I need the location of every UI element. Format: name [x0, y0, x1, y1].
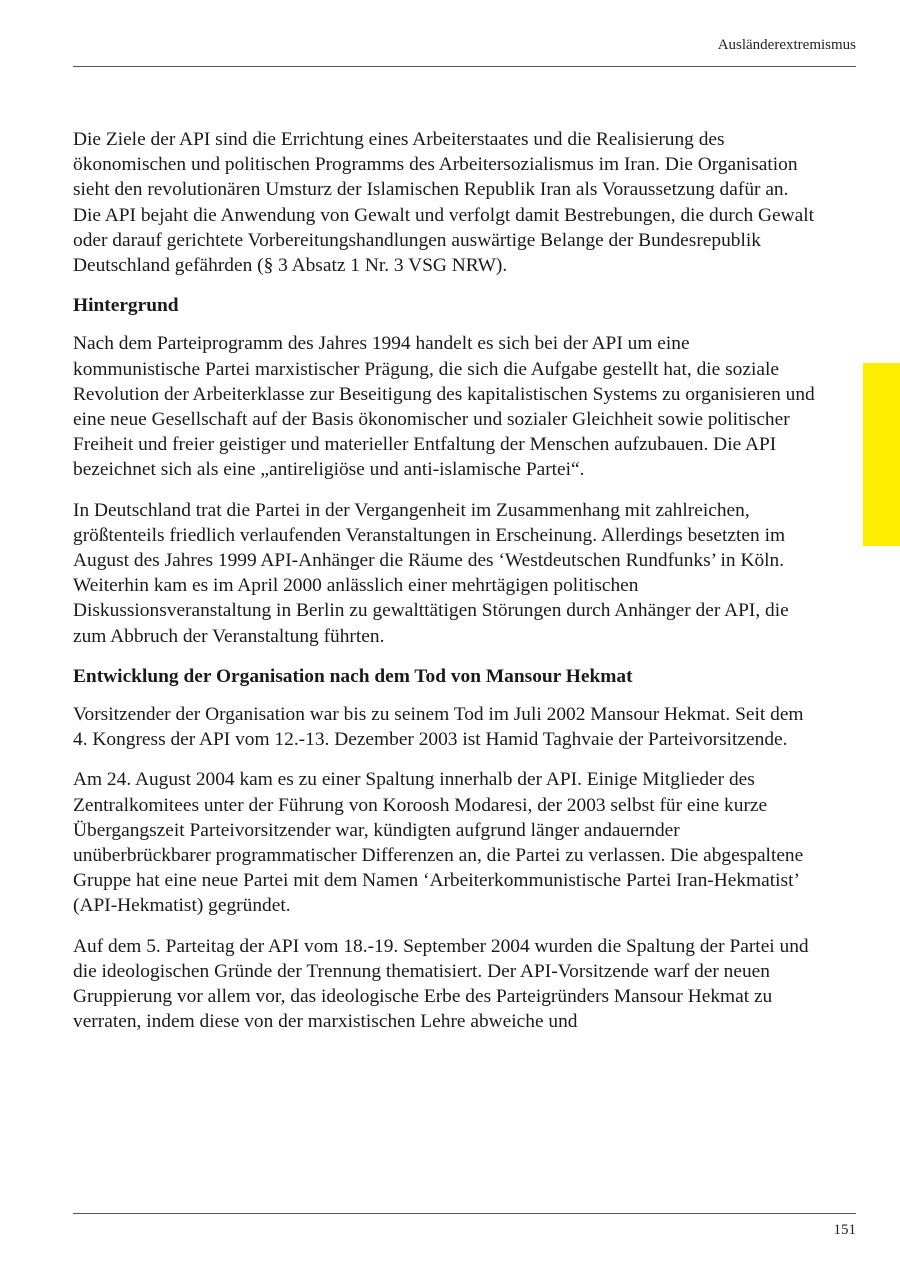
running-header: Ausländerextremismus	[717, 37, 856, 53]
paragraph-leadership: Vorsitzender der Organisation war bis zu seinem Tod im Juli 2002 Mansour Hekmat. Seit dem 4. Kongress der API vom 12.-13. Dezember 2003 ist Hamid Taghvaie der Parteivorsitzende.	[73, 704, 804, 751]
paragraph-germany-activities: In Deutschland trat die Partei in der Vergangenheit im Zusammenhang mit zahlreichen, größtenteils friedlich verlaufenden Veranstaltungen in Erscheinung. Allerdings besetzten im August des Jahres 1999 API-Anhänger die Räume des ‘Westdeutschen Rundfunks’ in Köln. Weiterhin kam es im April 2000 anlässlich einer mehrtägigen politischen Diskussionsveranstaltung in Berlin zu gewalttätigen Störungen durch Anhänger der API, die zum Abbruch der Veranstaltung führten.	[73, 499, 789, 647]
header-divider	[73, 66, 856, 67]
paragraph-split: Am 24. August 2004 kam es zu einer Spaltung innerhalb der API. Einige Mitglieder des Zentralkomitees unter der Führung von Koroosh Modaresi, der 2003 selbst für eine kurze Übergangszeit Parteivorsitzender war, kündigten aufgrund länger andauernder unüberbrückbarer programmatischer Differenzen an, die Partei zu verlassen. Die abgespaltene Gruppe hat eine neue Partei mit dem Namen ‘Arbeiterkommunistische Partei Iran-Hekmatist’ (API-Hekmatist) gegründet.	[73, 769, 804, 917]
heading-development: Entwicklung der Organisation nach dem Tod von Mansour Hekmat	[73, 665, 633, 687]
paragraph-goals: Die Ziele der API sind die Errichtung eines Arbeiterstaates und die Realisierung des ökonomischen und politischen Programms des Arbeitersozialismus im Iran. Die Organisation sieht den revolutionären Umsturz der Islamischen Republik Iran als Voraussetzung dafür an. Die API bejaht die Anwendung von Gewalt und verfolgt damit Bestrebungen, die durch Gewalt oder darauf gerichtete Vorbereitungshandlungen auswärtige Belange der Bundesrepublik Deutschland gefährden (§ 3 Absatz 1 Nr. 3 VSG NRW).	[73, 129, 814, 277]
paragraph-party-program: Nach dem Parteiprogramm des Jahres 1994 handelt es sich bei der API um eine kommunistische Partei marxistischer Prägung, die sich die Aufgabe gestellt hat, die soziale Revolution der Arbeiterklasse zur Beseitigung des kapitalistischen Systems zu organisieren und eine neue Gesellschaft auf der Basis ökonomischer und sozialer Gleichheit sowie politischer Freiheit und freier geistiger und materieller Entfaltung der Menschen aufzubauen. Die API bezeichnet sich als eine „antireligiöse und anti-islamische Partei“.	[73, 333, 815, 481]
chapter-marker-tab	[863, 363, 900, 546]
page-number: 151	[833, 1222, 856, 1238]
footer-divider	[73, 1213, 856, 1214]
paragraph-party-congress: Auf dem 5. Parteitag der API vom 18.-19. September 2004 wurden die Spaltung der Partei und die ideologischen Gründe der Trennung thematisiert. Der API-Vorsitzende warf der neuen Gruppierung vor allem vor, das ideologische Erbe des Parteigründers Mansour Hekmat zu verraten, indem diese von der marxistischen Lehre abweiche und	[73, 935, 809, 1033]
page-body	[73, 127, 818, 1050]
heading-background: Hintergrund	[73, 295, 179, 317]
